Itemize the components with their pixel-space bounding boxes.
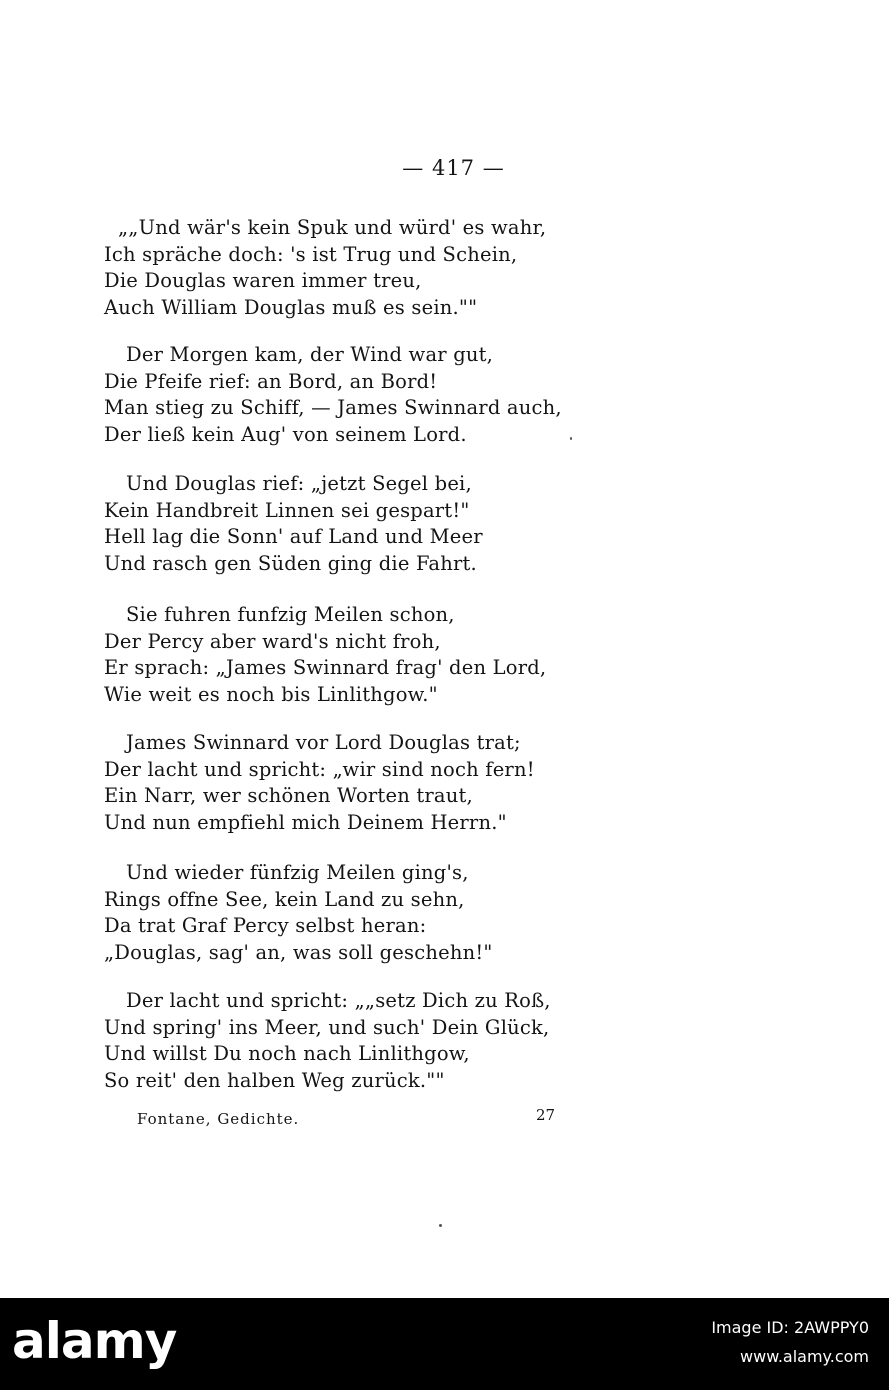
verse-line: Da trat Graf Percy selbst heran: bbox=[104, 914, 427, 937]
sheet-number: 27 bbox=[536, 1106, 556, 1124]
verse-line: Und rasch gen Süden ging die Fahrt. bbox=[104, 551, 477, 575]
verse-line: Und spring' ins Meer, und such' Dein Glück, bbox=[104, 1015, 550, 1039]
verse-line: „„Und wär's kein Spuk und würd' es wahr, bbox=[118, 216, 547, 239]
verse-line: Die Douglas waren immer treu, bbox=[104, 269, 422, 292]
verse-line: Wie weit es noch bis Linlithgow." bbox=[104, 682, 438, 706]
verse-line: So reit' den halben Weg zurück."" bbox=[104, 1068, 445, 1092]
verse-line: Rings offne See, kein Land zu sehn, bbox=[104, 887, 465, 911]
verse-line: Der Percy aber ward's nicht froh, bbox=[104, 629, 441, 653]
verse-line: Und nun empfiehl mich Deinem Herrn." bbox=[104, 810, 507, 834]
stanza bbox=[104, 988, 574, 1094]
stanza bbox=[104, 730, 574, 836]
verse-line: Und Douglas rief: „jetzt Segel bei, bbox=[126, 472, 472, 495]
verse-line: Sie fuhren funfzig Meilen schon, bbox=[126, 603, 455, 626]
verse-line: Der ließ kein Aug' von seinem Lord. bbox=[104, 422, 467, 446]
verse-line: Und willst Du noch nach Linlithgow, bbox=[104, 1042, 470, 1065]
verse-line: James Swinnard vor Lord Douglas trat; bbox=[126, 731, 521, 754]
stanza bbox=[104, 471, 574, 577]
verse-line: Man stieg zu Schiff, — James Swinnard auch, bbox=[104, 396, 562, 419]
verse-line: Und wieder fünfzig Meilen ging's, bbox=[126, 861, 469, 884]
verse-line: Ein Narr, wer schönen Worten traut, bbox=[104, 784, 473, 807]
verse-line: Der Morgen kam, der Wind war gut, bbox=[126, 343, 494, 366]
verse-line: Der lacht und spricht: „wir sind noch fern! bbox=[104, 757, 535, 781]
verse-line: Er sprach: „James Swinnard frag' den Lord, bbox=[104, 656, 547, 679]
paper-speck bbox=[439, 1224, 442, 1227]
stanza bbox=[104, 342, 574, 448]
signature-line: Fontane, Gedichte. bbox=[137, 1110, 300, 1128]
page-number: — 417 — bbox=[402, 156, 505, 180]
paper-speck bbox=[570, 437, 572, 440]
verse-line: Der lacht und spricht: „„setz Dich zu Roß, bbox=[126, 989, 551, 1012]
verse-line: Hell lag die Sonn' auf Land und Meer bbox=[104, 525, 483, 548]
verse-line: Auch William Douglas muß es sein."" bbox=[104, 295, 478, 319]
stanza bbox=[104, 602, 574, 708]
watermark-image-id: Image ID: 2AWPPY0 bbox=[711, 1318, 869, 1337]
watermark-url: www.alamy.com bbox=[740, 1347, 869, 1366]
watermark-logo: alamy bbox=[12, 1312, 177, 1370]
verse-line: Ich spräche doch: 's ist Trug und Schein, bbox=[104, 242, 518, 266]
verse-line: „Douglas, sag' an, was soll geschehn!" bbox=[104, 940, 493, 964]
verse-line: Kein Handbreit Linnen sei gespart!" bbox=[104, 498, 470, 522]
verse-line: Die Pfeife rief: an Bord, an Bord! bbox=[104, 369, 438, 393]
stanza bbox=[104, 860, 574, 966]
stanza bbox=[104, 215, 574, 321]
